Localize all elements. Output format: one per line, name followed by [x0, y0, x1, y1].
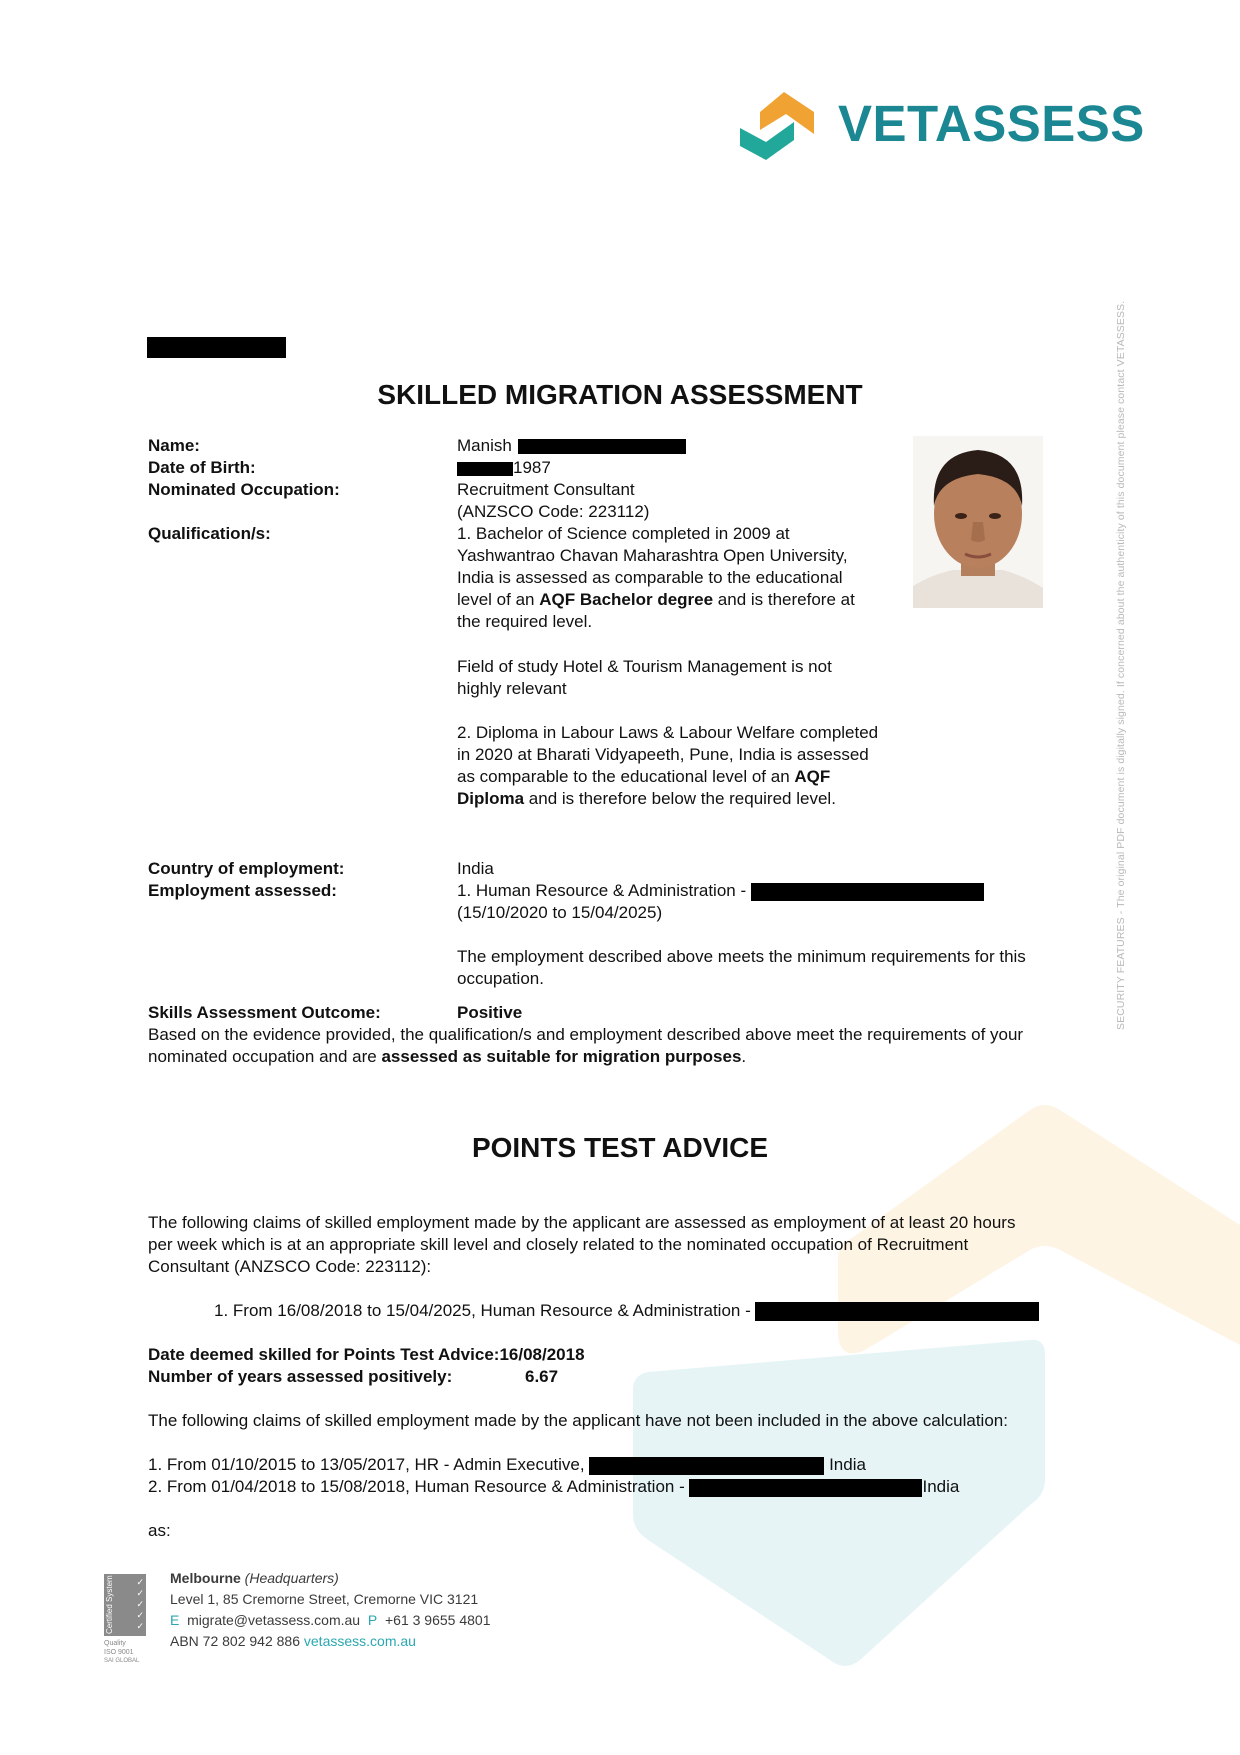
footer-abn-line — [170, 1631, 490, 1652]
footer-contact — [170, 1568, 490, 1652]
footer-contact-line — [170, 1610, 490, 1631]
phone-number: +61 3 9655 4801 — [384, 1612, 491, 1628]
points-intro-line3: Consultant (ANZSCO Code: 223112): — [148, 1257, 432, 1276]
date-deemed-label: Date deemed skilled for Points Test Advice: — [148, 1345, 500, 1364]
qualification-2-line4 — [457, 788, 836, 810]
name-value — [457, 435, 686, 457]
security-notice: SECURITY FEATURES - The original PDF document is digitally signed. If concerned about the authenticity of this document please contact VETASSESS. — [1115, 300, 1127, 1030]
years-label: Number of years assessed positively: — [148, 1367, 453, 1386]
text-segment: level of an — [457, 590, 540, 609]
country-label: Country of employment: — [148, 859, 345, 878]
redacted-employer — [755, 1302, 1039, 1321]
outcome-text-line1: Based on the evidence provided, the qualification/s and employment described above meet the requirements of your — [148, 1025, 1024, 1044]
qualification-1-line1: 1. Bachelor of Science completed in 2009 at — [457, 524, 790, 543]
footer-address: Level 1, 85 Cremorne Street, Cremorne VIC 3121 — [170, 1591, 479, 1607]
text-segment: . — [741, 1047, 747, 1066]
aqf-diploma-level: Diploma — [457, 789, 525, 808]
qualification-label: Qualification/s: — [148, 524, 271, 543]
points-intro-line1: The following claims of skilled employment made by the applicant are assessed as employment of at least 20 hours — [148, 1213, 1016, 1232]
date-deemed-value: 16/08/2018 — [499, 1345, 585, 1364]
cert-issuer: SAI GLOBAL — [104, 1658, 140, 1664]
text-segment: 1. Human Resource & Administration - — [457, 881, 747, 900]
aqf-level: AQF — [794, 767, 831, 786]
suitable-statement: assessed as suitable for migration purposes — [381, 1047, 742, 1066]
qualification-2-line2: in 2020 at Bharati Vidyapeeth, Pune, India is assessed — [457, 745, 869, 764]
as-text: as: — [148, 1521, 171, 1540]
abn: ABN 72 802 942 886 — [170, 1633, 300, 1649]
text-segment: 1. From 16/08/2018 to 15/04/2025, Human Resource & Administration - — [214, 1301, 751, 1320]
certified-system-badge — [104, 1574, 150, 1666]
employment-line2: (15/10/2020 to 15/04/2025) — [457, 903, 663, 922]
cert-iso: ISO 9001 — [104, 1649, 134, 1656]
text-segment: and is therefore at — [713, 590, 855, 609]
email-link[interactable]: migrate@vetassess.com.au — [187, 1612, 361, 1628]
occupation-code: (ANZSCO Code: 223112) — [457, 502, 650, 521]
excluded-item — [148, 1454, 866, 1476]
excluded-item — [148, 1476, 959, 1498]
country-value: India — [457, 859, 494, 878]
country-suffix: India — [829, 1455, 866, 1474]
dob-value — [457, 457, 551, 479]
outcome-value: Positive — [457, 1003, 523, 1022]
field-of-study-line2: highly relevant — [457, 679, 567, 698]
date-deemed-row — [148, 1344, 585, 1366]
redacted-employer — [589, 1457, 824, 1475]
text-segment: as comparable to the educational level of an — [457, 767, 795, 786]
text-segment: nominated occupation and are — [148, 1047, 382, 1066]
email-label: E — [170, 1612, 180, 1628]
employment-note-line2: occupation. — [457, 969, 544, 988]
included-employment-item — [214, 1300, 1039, 1322]
years-value: 6.67 — [525, 1367, 559, 1386]
qualification-1-line4 — [457, 589, 855, 611]
excluded-intro: The following claims of skilled employment made by the applicant have not been included in the above calculation: — [148, 1411, 1008, 1430]
qualification-1-line5: the required level. — [457, 612, 593, 631]
field-of-study-line1: Field of study Hotel & Tourism Management is not — [457, 657, 832, 676]
applicant-photo — [913, 436, 1043, 608]
outcome-label: Skills Assessment Outcome: — [148, 1003, 381, 1022]
aqf-bachelor-level: AQF Bachelor degree — [539, 590, 714, 609]
watermark-teal-chevron — [633, 1340, 1045, 1666]
dob-year: 1987 — [513, 458, 551, 477]
redacted-dob — [457, 462, 513, 476]
points-intro-line2: per week which is at an appropriate skill level and closely related to the nominated occupation of Recruitment — [148, 1235, 969, 1254]
redacted-surname — [518, 439, 686, 454]
redacted-reference — [147, 337, 286, 358]
qualification-2-line3 — [457, 766, 830, 788]
dob-label: Date of Birth: — [148, 458, 256, 477]
employment-label: Employment assessed: — [148, 881, 337, 900]
office-note: (Headquarters) — [244, 1570, 339, 1586]
brand-name: VETASSESS — [838, 95, 1145, 152]
website-link[interactable]: vetassess.com.au — [303, 1633, 416, 1649]
text-segment: 2. From 01/04/2018 to 15/08/2018, Human Resource & Administration - — [148, 1477, 685, 1496]
occupation-label: Nominated Occupation: — [148, 480, 340, 499]
qualification-1-line2: Yashwantrao Chavan Maharashtra Open University, — [457, 546, 848, 565]
assessment-title: SKILLED MIGRATION ASSESSMENT — [377, 379, 863, 410]
cert-badge-vertical-text: Certified System — [105, 1575, 114, 1634]
country-suffix: India — [922, 1477, 960, 1496]
name-label: Name: — [148, 436, 200, 455]
office-name: Melbourne — [170, 1570, 241, 1586]
qualification-1-line3: India is assessed as comparable to the educational — [457, 568, 843, 587]
footer-office — [170, 1568, 490, 1589]
name-first: Manish — [457, 436, 512, 455]
employment-line1 — [457, 880, 984, 902]
points-test-title: POINTS TEST ADVICE — [471, 1132, 769, 1163]
cert-quality: Quality — [104, 1640, 126, 1647]
employment-note-line1: The employment described above meets the minimum requirements for this — [457, 947, 1026, 966]
outcome-text-line2 — [148, 1046, 746, 1068]
cert-badge-graphic — [104, 1574, 146, 1636]
vetassess-logo-icon — [738, 90, 820, 160]
qualification-2-line1: 2. Diploma in Labour Laws & Labour Welfare completed — [457, 723, 879, 742]
phone-label: P — [367, 1612, 378, 1628]
text-segment: 1. From 01/10/2015 to 13/05/2017, HR - Admin Executive, — [148, 1455, 585, 1474]
redacted-employer — [751, 883, 984, 901]
check-marks-icon: ✓ ✓ ✓ ✓ ✓ — [136, 1577, 144, 1631]
occupation-value: Recruitment Consultant — [457, 480, 635, 499]
redacted-employer — [689, 1479, 922, 1497]
text-segment: and is therefore below the required level. — [524, 789, 836, 808]
